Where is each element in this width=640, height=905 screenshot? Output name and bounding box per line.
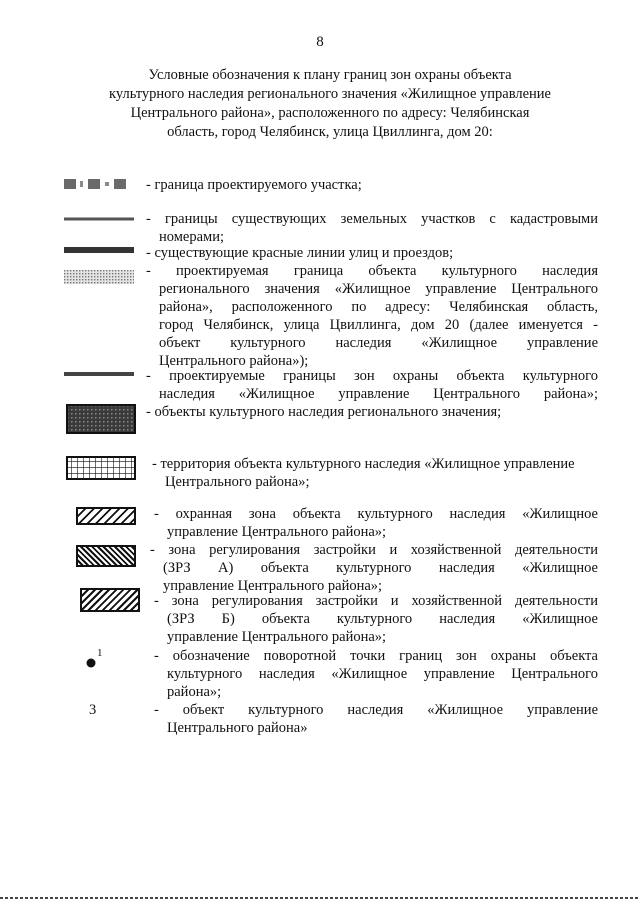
thick-line-icon [64,245,134,255]
legend-text-line: - объекты культурного наследия регионального значения; [146,404,502,420]
point-dot-icon [86,658,96,668]
legend-text-line: номерами; [159,229,224,245]
legend-text-line: город Челябинск, улица Цвиллинга, дом 20 (далее именуется - [159,317,598,333]
hatch-wide-box-icon [80,588,140,612]
legend-text [146,244,598,262]
grid-box-icon [66,456,136,480]
legend-text-line: управление Центрального района»; [167,524,387,540]
legend-text-line: - проектируемая граница объекта культурного наследия [146,263,598,279]
legend-text [152,455,598,491]
legend-text-line: - зона регулирования застройки и хозяйственной деятельности [154,593,598,609]
legend-text [146,367,598,403]
title-line: Условные обозначения к плану границ зон охраны объекта [148,67,512,83]
legend-text-line: - проектируемые границы зон охраны объекта культурного [146,368,598,384]
legend-text-line: - существующие красные линии улиц и проездов; [146,245,454,261]
legend-text-line: управление Центрального района»; [167,629,387,645]
object-number-symbol: 3 [89,702,97,718]
turning-point-icon [86,649,116,673]
legend-text-line: района», расположенного по адресу: Челябинская область, [159,299,598,315]
thin-line-icon [64,216,134,222]
legend-text [154,505,598,541]
bottom-border [0,897,640,899]
legend-text [154,647,598,701]
legend-text [150,541,598,595]
legend-text [154,701,598,737]
title-line: область, город Челябинск, улица Цвиллинга, дом 20: [167,124,493,140]
legend-text-line: наследия «Жилищное управление Центрального района»; [159,386,598,402]
legend-text-line: - объект культурного наследия «Жилищное управление [154,702,598,718]
legend-text-line: управление Центрального района»; [163,578,383,594]
title-line: Центрального района», расположенного по адресу: Челябинская [130,105,530,121]
legend-text-line: Центрального района»); [159,353,309,369]
legend-title [80,66,580,142]
legend-text-line: (ЗРЗ Б) объекта культурного наследия «Жилищное [167,611,598,627]
legend-text-line: района»; [167,684,222,700]
point-number: 1 [97,647,103,659]
dotted-band-icon [64,270,134,284]
legend-text-line: - охранная зона объекта культурного наследия «Жилищное [154,506,598,522]
title-line: культурного наследия регионального значения «Жилищное управление [109,86,551,102]
legend-text-line: - обозначение поворотной точки границ зон охраны объекта [154,648,598,664]
legend-text-line: объект культурного наследия «Жилищное управление [159,335,598,351]
legend-text-line: культурного наследия «Жилищное управление Центрального [167,666,598,682]
legend-text-line: (ЗРЗ А) объекта культурного наследия «Жилищное [163,560,598,576]
medium-line-icon [64,370,134,378]
legend-text [154,592,598,646]
legend-text-line: - граница проектируемого участка; [146,177,362,193]
legend-text-line: - границы существующих земельных участков с кадастровыми [146,211,598,227]
dark-box-icon [66,404,136,434]
legend-text [146,262,598,370]
legend-text [146,176,598,194]
dashed-boundary-icon [64,178,128,190]
legend-text-line: - зона регулирования застройки и хозяйственной деятельности [150,542,598,558]
legend-text-line: Центрального района»; [165,474,310,490]
page-number: 8 [316,34,324,50]
hatch-light-box-icon [76,507,136,525]
legend-text [146,403,598,421]
legend-text-line: - территория объекта культурного наследия «Жилищное управление [152,456,575,472]
hatch-dense-box-icon [76,545,136,567]
legend-text-line: регионального значения «Жилищное управление Центрального [159,281,598,297]
legend-text-line: Центрального района» [167,720,308,736]
legend-text [146,210,598,246]
